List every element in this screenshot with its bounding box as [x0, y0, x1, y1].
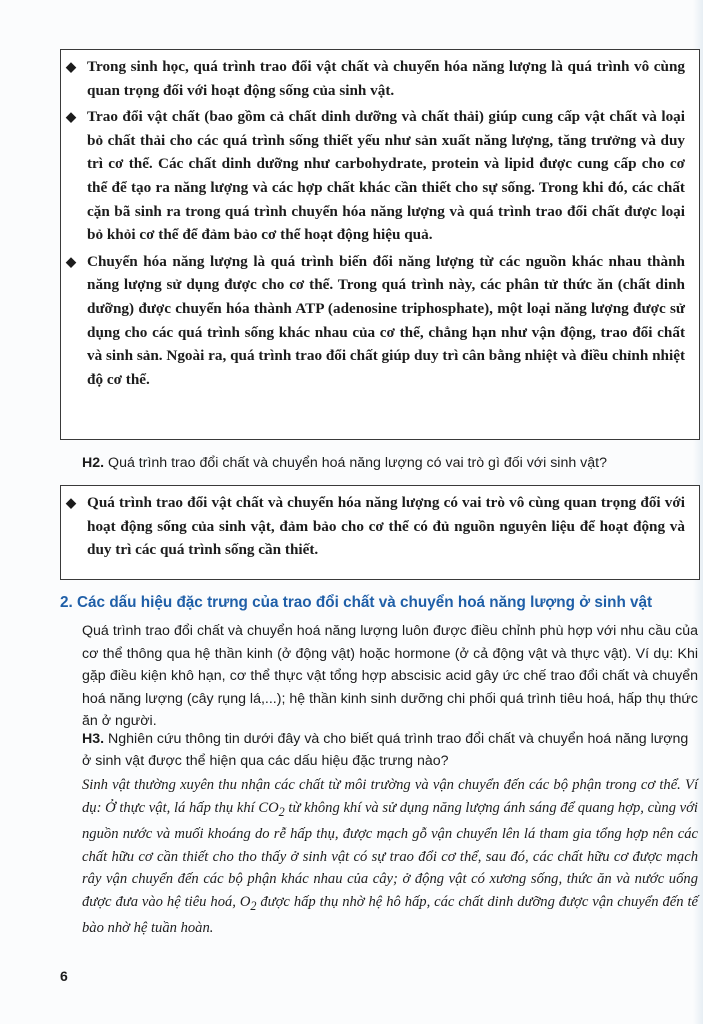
bullet-text: Trong sinh học, quá trình trao đổi vật chất và chuyển hóa năng lượng là quá trình vô cùng quan trọng đối với hoạt động sống của sinh vật.: [87, 58, 685, 99]
diamond-bullet-icon: ◆: [66, 109, 76, 125]
diamond-bullet-icon: ◆: [66, 59, 76, 74]
diamond-bullet-icon: ◆: [66, 253, 76, 269]
summary-bullet: [66, 55, 685, 102]
bullet-text: Chuyển hóa năng lượng là quá trình biến đổi năng lượng từ các nguồn khác nhau thành năng lượng sử dụng được cho cơ thể. Trong quá trình này, các phân tử thức ăn (chất dinh dưỡng) được chuyển hóa thành ATP (adenosine triphosphate), một loại năng lượng được sử dụng cho các quá trình sống khác nhau của cơ thể, chẳng hạn như vận động, trao đổi chất và sinh sản. Ngoài ra, quá trình trao đổi chất giúp duy trì cân bằng nhiệt và điều chỉnh nhiệt độ cơ thể.: [87, 252, 685, 388]
reading-passage: [82, 774, 698, 940]
section-heading: 2. Các dấu hiệu đặc trưng của trao đổi chất và chuyển hoá năng lượng ở sinh vật: [60, 594, 653, 611]
question-label: H2.: [82, 455, 105, 471]
summary-bullet: [66, 250, 685, 392]
page-number: 6: [60, 968, 68, 984]
question-text: Nghiên cứu thông tin dưới đây và cho biết quá trình trao đổi chất và chuyển hoá năng lượng ở sinh vật được thể hiện qua các dấu hiệu đặc trưng nào?: [82, 731, 689, 769]
question-h3: [82, 728, 698, 772]
subscript: 2: [250, 898, 257, 913]
summary-box: [60, 49, 700, 440]
answer-box: [60, 485, 700, 580]
diamond-bullet-icon: ◆: [66, 495, 76, 510]
passage-part: được hấp thụ nhờ hệ hô hấp, các chất dinh dưỡng được vận chuyển đến tế bào nhờ hệ tuần hoàn.: [82, 893, 698, 937]
bullet-text: Quá trình trao đổi vật chất và chuyển hóa năng lượng có vai trò vô cùng quan trọng đối với hoạt động sống của sinh vật, đảm bảo cho cơ thể có đủ nguồn nguyên liệu để hoạt động và duy trì các quá trình sống cần thiết.: [87, 494, 685, 559]
summary-bullet: [66, 105, 685, 247]
question-label: H3.: [82, 731, 105, 747]
passage-part: từ không khí và sử dụng năng lượng ánh sáng để quang hợp, cùng với nguồn nước và muối khoáng do rễ hấp thụ, được mạch gỗ vận chuyển lên lá tham gia tổng hợp nên các chất hữu cơ cần thiết cho tho thấy ở sinh vật có sự trao đổi cơ thể, sau đó, các chất hữu cơ được mạch rây vận chuyển đến các bộ phận khác nhau của cây; ở động vật có xương sống, thức ăn và nước uống được đưa vào hệ tiêu hoá, O: [82, 799, 698, 910]
bullet-text: Trao đổi vật chất (bao gồm cả chất dinh dưỡng và chất thải) giúp cung cấp vật chất và loại bỏ chất thải cho các quá trình sống thiết yếu như sản xuất năng lượng, tăng trưởng và duy trì cơ thể. Các chất dinh dưỡng như carbohydrate, protein và lipid được cung cấp cho cơ thể để tạo ra năng lượng và các hợp chất khác cần thiết cho sự sống. Trong khi đó, các chất cặn bã sinh ra trong quá trình chuyển hóa năng lượng và quá trình trao đổi chất được loại bỏ khỏi cơ thể để đảm bảo cơ thể hoạt động hiệu quả.: [87, 108, 685, 244]
answer-bullet: [66, 491, 685, 562]
question-h2: [82, 452, 698, 474]
section-paragraph: Quá trình trao đổi chất và chuyển hoá năng lượng luôn được điều chỉnh phù hợp với nhu cầu của cơ thể thông qua hệ thần kinh (ở động vật) hoặc hormone (ở cả động vật và thực vật). Ví dụ: Khi gặp điều kiện khô hạn, cơ thể thực vật tổng hợp abscisic acid gây ức chế trao đổi chất và chuyển hoá năng lượng (cây rụng lá,...); hệ thần kinh sinh dưỡng chi phối quá trình tiêu hoá, hấp thụ thức ăn ở người.: [82, 623, 698, 730]
question-text: Quá trình trao đổi chất và chuyển hoá năng lượng có vai trò gì đối với sinh vật?: [108, 455, 607, 471]
subscript: 2: [278, 804, 285, 819]
passage-part: Sinh vật thường xuyên thu nhận các chất từ môi trường và vận chuyển đến các bộ phận trong cơ thể. Ví dụ: Ở thực vật, lá hấp thụ khí CO: [82, 777, 698, 816]
